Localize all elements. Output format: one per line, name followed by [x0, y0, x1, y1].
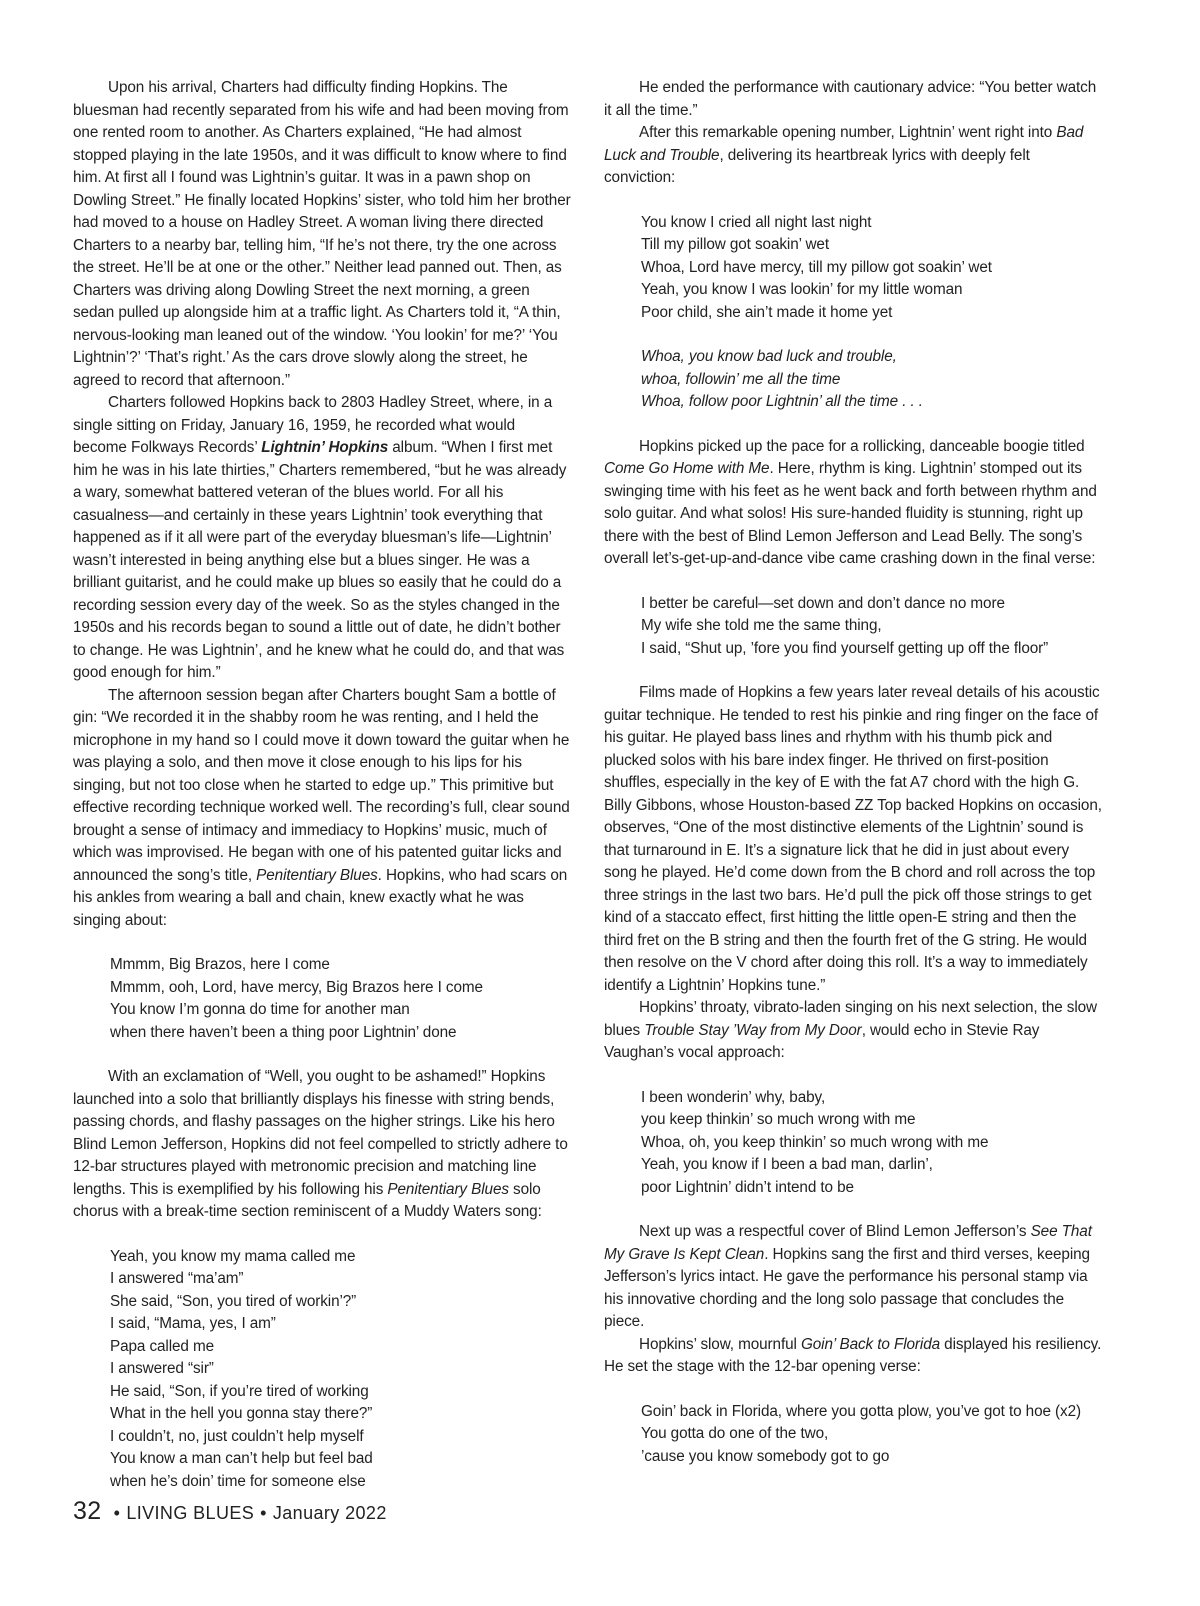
body-paragraph [604, 436, 1102, 571]
lyrics-chorus [641, 346, 1102, 414]
lyric-line: Till my pillow got soakin’ wet [641, 236, 829, 253]
lyric-line: Whoa, you know bad luck and trouble, [641, 348, 897, 365]
song-title: See That My Grave Is Kept Clean [604, 1223, 1092, 1263]
lyric-line: Mmmm, Big Brazos, here I come [110, 956, 330, 973]
lyrics-block [641, 593, 1102, 661]
text-run: , would echo in Stevie Ray Vaughan’s vocal approach: [604, 1021, 1040, 1061]
lyric-line: I better be careful—set down and don’t dance no more [641, 594, 1005, 612]
lyric-line: I said, “Shut up, ’fore you find yourself getting up off the floor” [641, 639, 1049, 657]
lyric-line: you keep thinkin’ so much wrong with me [641, 1111, 916, 1128]
lyric-line: What in the hell you gonna stay there?” [110, 1405, 373, 1422]
body-paragraph [604, 997, 1102, 1065]
body-paragraph [73, 685, 571, 933]
lyric-line: You know I’m gonna do time for another man [110, 1001, 410, 1018]
text-run: solo chorus with a break-time section reminiscent of a Muddy Waters song: [73, 1180, 542, 1220]
right-column [604, 77, 1102, 1490]
song-title: Trouble Stay ’Way from My Door [644, 1021, 862, 1039]
lyric-line: ’cause you know somebody got to go [641, 1447, 890, 1465]
lyric-line: Whoa, oh, you keep thinkin’ so much wrong with me [641, 1133, 989, 1151]
song-title: Penitentiary Blues [256, 866, 378, 884]
lyric-line: Yeah, you know if I been a bad man, darlin’, [641, 1156, 933, 1173]
lyric-line: Whoa, Lord have mercy, till my pillow got soakin’ wet [641, 258, 992, 276]
lyric-line: I been wonderin’ why, baby, [641, 1088, 826, 1106]
lyric-line: He said, “Son, if you’re tired of working [110, 1382, 369, 1400]
lyric-line: Whoa, follow poor Lightnin’ all the time . . . [641, 393, 923, 410]
lyric-line: My wife she told me the same thing, [641, 617, 882, 634]
magazine-name: LIVING BLUES [126, 1503, 255, 1523]
body-paragraph [604, 1221, 1102, 1334]
lyric-line: Poor child, she ain’t made it home yet [641, 303, 893, 321]
text-run: Charters followed Hopkins back to 2803 Hadley Street, where, in a single sitting on Friday, January 16, 1959, he recorded what would become Folkways Records’ [73, 394, 553, 456]
song-title: Bad Luck and Trouble [604, 124, 1084, 164]
text-run: , delivering its heartbreak lyrics with deeply felt conviction: [604, 146, 1030, 186]
page-footer [73, 1497, 387, 1526]
lyrics-block [641, 212, 1102, 414]
lyric-line: Goin’ back in Florida, where you gotta plow, you’ve got to hoe (x2) [641, 1402, 1081, 1420]
lyric-line: when there haven’t been a thing poor Lightnin’ done [110, 1023, 457, 1041]
text-run: . Hopkins sang the first and third verses, keeping Jefferson’s lyrics intact. He gave the performance his personal stamp via his innovative chording and the long solo passage that concludes the piece. [604, 1245, 1090, 1330]
lyric-line: I couldn’t, no, just couldn’t help myself [110, 1427, 364, 1445]
bullet-separator: • [260, 1503, 267, 1523]
text-run: . Here, rhythm is king. Lightnin’ stomped out its swinging time with his feet as he went back and forth between rhythm and solo guitar. And what solos! His sure-handed fluidity is stunning, right up there with the best of Blind Lemon Jefferson and Lead Belly. The song’s overall let’s-get-up-and-dance vibe came crashing down in the final verse: [604, 460, 1097, 567]
text-run: The afternoon session began after Charters bought Sam a bottle of gin: “We recorded it in the shabby room he was renting, and I held the microphone in my hand so I could move it down toward the guitar when he was playing a solo, and then move it close enough to his lips for his singing, but not too close when he started to edge up.” This primitive but effective recording technique worked well. The recording’s full, clear sound brought a sense of intimacy and immediacy to Hopkins’ music, much of which was improvised. He began with one of his patented guitar licks and announced the song’s title, [73, 686, 570, 884]
song-title: Come Go Home with Me [604, 460, 770, 477]
lyric-line: I answered “sir” [110, 1360, 214, 1377]
text-run: album. “When I first met him he was in his late thirties,” Charters remembered, “but he was already a wary, somewhat battered veteran of the blues world. For all his casualness—and certainly in these years Lightnin’ took everything that happened as if it all were part of the everyday bluesman’s life—Lightnin’ wasn’t interested in being anything else but a blues singer. He was a brilliant guitarist, and he could make up blues so easily that he could do a recording session every day of the week. So as the styles changed in the 1950s and his records began to sound a little out of date, he didn’t bother to change. He was Lightnin’, and he knew what he could do, and that was good enough for him.” [73, 439, 567, 681]
body-paragraph [73, 392, 571, 685]
body-paragraph [604, 122, 1102, 190]
text-run: Hopkins’ slow, mournful [639, 1335, 801, 1353]
lyrics-block [641, 1401, 1102, 1469]
text-run: displayed his resiliency. He set the stage with the 12-bar opening verse: [604, 1335, 1102, 1375]
lyric-line: You know I cried all night last night [641, 213, 872, 231]
lyrics-block [641, 1087, 1102, 1200]
bullet-separator: • [113, 1503, 121, 1523]
body-paragraph: Films made of Hopkins a few years later reveal details of his acoustic guitar technique. He tended to rest his pinkie and ring finger on the face of his guitar. He played bass lines and rhythm with his thumb pick and plucked solos with his bare index finger. He thrived on first-position shuffles, especially in the key of E with the fat A7 chord with the high G. Billy Gibbons, whose Houston-based ZZ Top backed Hopkins on occasion, observes, “One of the most distinctive elements of the Lightnin’ sound is that turnaround in E. It’s a signature lick that he did in just about every song he played. He’d come down from the B chord and roll across the top three strings in the last two bars. He’d pull the pick off those strings to get kind of a staccato effect, first hitting the little open-E string and then the third fret on the B string and then the fourth fret of the G string. He would then resolve on the V chord after doing this roll. It’s a way to immediately identify a Lightnin’ Hopkins tune.” [604, 684, 1102, 994]
lyric-line: You know a man can’t help but feel bad [110, 1450, 373, 1467]
lyric-line: I said, “Mama, yes, I am” [110, 1315, 276, 1332]
text-run: Hopkins picked up the pace for a rollicking, danceable boogie titled [639, 437, 1085, 455]
page-number: 32 [73, 1497, 102, 1525]
lyric-line: I answered “ma’am” [110, 1270, 244, 1287]
left-column [73, 77, 571, 1515]
song-title: Penitentiary Blues [387, 1180, 509, 1198]
album-title: Lightnin’ Hopkins [261, 439, 389, 456]
lyrics-block [110, 1246, 571, 1494]
lyric-line: when he’s doin’ time for someone else [110, 1472, 366, 1490]
body-paragraph: Upon his arrival, Charters had difficulty finding Hopkins. The bluesman had recently separated from his wife and had been moving from one rented room to another. As Charters explained, “He had almost stopped playing in the late 1950s, and it was difficult to know where to find him. At first all I found was Lightnin’s guitar. It was in a pawn shop on Dowling Street.” He finally located Hopkins’ sister, who told him her brother had moved to a house on Hadley Street. A woman living there directed Charters to a nearby bar, telling him, “If he’s not there, try the one across the street. He’ll be at one or the other.” Neither lead panned out. Then, as Charters was driving along Dowling Street the next morning, a green sedan pulled up alongside him at a traffic light. As Charters told it, “A thin, nervous-looking man leaned out of the window. ‘You lookin’ for me?’ ‘You Lightnin’?’ ‘That’s right.’ As the cars drove slowly along the street, he agreed to record that afternoon.” [73, 79, 571, 389]
song-title: Goin’ Back to Florida [800, 1335, 941, 1353]
text-run: With an exclamation of “Well, you ought to be ashamed!” Hopkins launched into a solo that brilliantly displays his finesse with string bends, passing chords, and flashy passages on the higher strings. Like his hero Blind Lemon Jefferson, Hopkins did not feel compelled to strictly adhere to 12-bar structures played with metronomic precision and matching line lengths. This is exemplified by his following his [73, 1068, 568, 1198]
lyric-line: whoa, followin’ me all the time [641, 370, 841, 388]
lyric-line: Yeah, you know my mama called me [110, 1247, 356, 1265]
lyric-line: poor Lightnin’ didn’t intend to be [641, 1178, 854, 1196]
lyric-line: Mmmm, ooh, Lord, have mercy, Big Brazos here I come [110, 978, 483, 996]
body-paragraph [73, 1066, 571, 1224]
lyrics-verse [641, 212, 1102, 325]
body-paragraph [604, 1334, 1102, 1379]
lyrics-block [110, 954, 571, 1044]
text-run: . Hopkins, who had scars on his ankles from wearing a ball and chain, knew exactly what he was singing about: [73, 866, 568, 929]
lyric-line: You gotta do one of the two, [641, 1425, 829, 1442]
lyric-line: Papa called me [110, 1337, 215, 1355]
text-run: Next up was a respectful cover of Blind Lemon Jefferson’s [639, 1223, 1031, 1240]
text-run: After this remarkable opening number, Lightnin’ went right into [639, 124, 1057, 141]
lyric-line: Yeah, you know I was lookin’ for my little woman [641, 281, 963, 298]
body-paragraph: He ended the performance with cautionary advice: “You better watch it all the time.” [604, 79, 1097, 119]
text-run: Hopkins’ throaty, vibrato-laden singing on his next selection, the slow blues [604, 999, 1098, 1039]
lyric-line: She said, “Son, you tired of workin’?” [110, 1292, 357, 1310]
issue-date: January 2022 [272, 1503, 387, 1523]
